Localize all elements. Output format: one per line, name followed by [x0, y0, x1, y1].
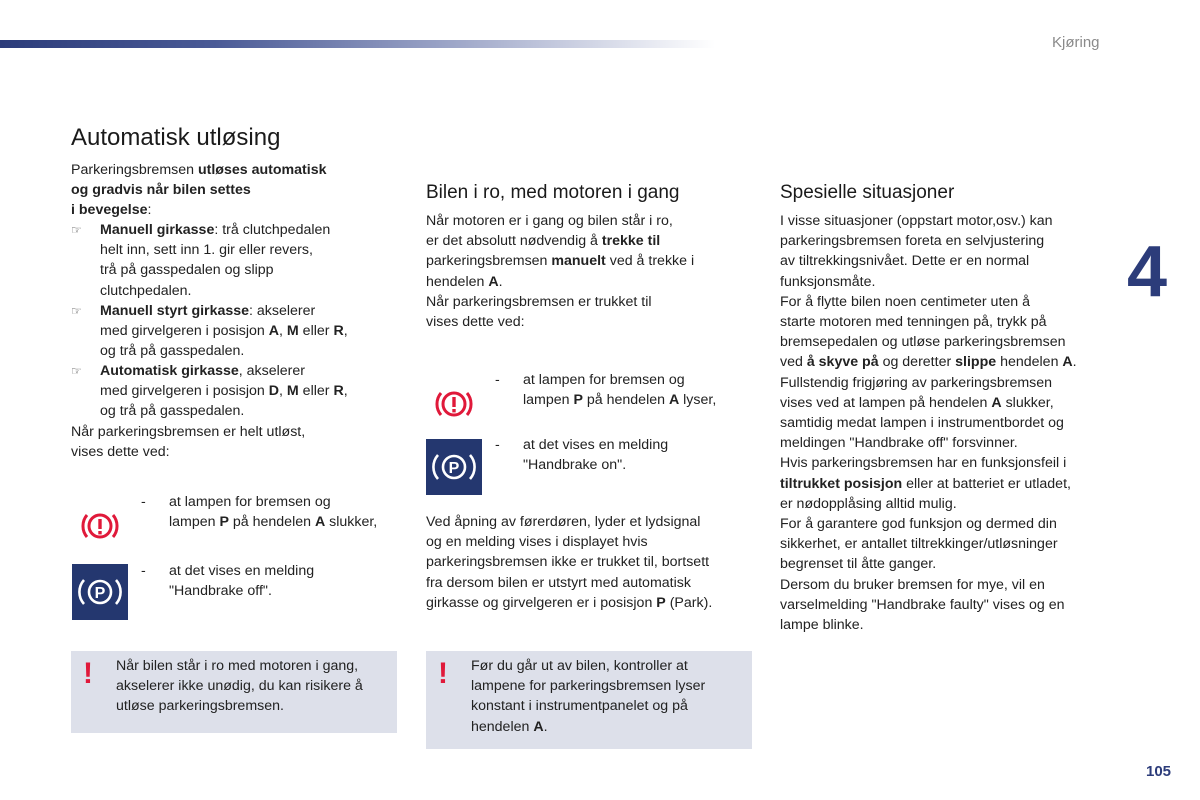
- chapter-number: 4: [1127, 232, 1168, 312]
- stationary-paragraph: Når motoren er i gang og bilen står i ro, er det absolutt nødvendig å trekke til parkeringsbremsen manuelt ved å trekke i hendelen A. Når parkeringsbremsen er trukket til vises dette ved:: [426, 213, 695, 331]
- warning-note-1: ! Når bilen står i ro med motoren i gang, akselerer ikke unødig, du kan risikere å utløse parkeringsbremsen.: [71, 651, 397, 733]
- brake-warning-icon: [79, 505, 121, 547]
- bullet-manual-gearbox: ☞ Manuell girkasse: trå clutchpedalen helt inn, sett inn 1. gir eller revers, trå på gasspedalen og slipp clutchpedalen.: [71, 222, 331, 299]
- released-paragraph: Når parkeringsbremsen er helt utløst, vises dette ved:: [71, 424, 306, 461]
- bullet-manual-controlled-gearbox: ☞ Manuell styrt girkasse: akselerer med girvelgeren i posisjon A, M eller R, og trå på gasspedalen.: [71, 303, 348, 360]
- svg-text:P: P: [448, 460, 460, 477]
- intro-paragraph: Parkeringsbremsen utløses automatisk og gradvis når bilen settes i bevegelse:: [71, 162, 327, 219]
- parking-brake-icon: [426, 439, 482, 495]
- door-open-paragraph: Ved åpning av førerdøren, lyder et lydsignal og en melding vises i displayet hvis parkeringsbremsen ikke er trukket til, bortsett fra dersom bilen er utstyrt med automatisk girkasse og girvelgeren er i posisjon P (Park).: [426, 514, 713, 611]
- header-gradient-bar: [0, 40, 715, 48]
- section-title: Kjøring: [1052, 34, 1100, 51]
- indicator-lamp-on: - at lampen for bremsen og lampen P på hendelen A lyser,: [495, 372, 717, 409]
- bullet-automatic-gearbox: ☞ Automatisk girkasse, akselerer med girvelgeren i posisjon D, M eller R, og trå på gasspedalen.: [71, 363, 348, 420]
- special-situations-paragraph: I visse situasjoner (oppstart motor,osv.) kan parkeringsbremsen foreta en selvjustering av tiltrekkingsnivået. Dette er en normal funksjonsmåte. For å flytte bilen noen centimeter uten å starte motoren med tenningen på, trykk på bremsepedalen og utløse parkeringsbremsen ved å skyve på og deretter slippe hendelen A. Fullstendig frigjøring av parkeringsbremsen vises ved at lampen på hendelen A slukker, samtidig medat lampen i instrumentbordet og meldingen "Handbrake off" forsvinner. Hvis parkeringsbremsen har en funksjonsfeil i tiltrukket posisjon eller at batteriet er utladet, er nødopplåsing alltid mulig. For å garantere god funksjon og dermed din sikkerhet, er antallet tiltrekkinger/utløsninger begrenset til åtte ganger. Dersom du bruker bremsen for mye, vil en varselmelding "Handbrake faulty" vises og en lampe blinke.: [780, 213, 1077, 634]
- brake-warning-icon: [433, 383, 475, 425]
- heading-special-situations: Spesielle situasjoner: [780, 182, 955, 203]
- exclamation-icon: !: [438, 657, 448, 690]
- indicator-message-on: - at det vises en melding "Handbrake on".: [495, 437, 669, 474]
- parking-brake-icon: [72, 564, 128, 620]
- indicator-message-off: - at det vises en melding "Handbrake off".: [141, 563, 315, 600]
- page-number: 105: [1146, 763, 1172, 780]
- warning-note-2: ! Før du går ut av bilen, kontroller at lampene for parkeringsbremsen lyser konstant i instrumentpanelet og på hendelen A.: [426, 651, 752, 749]
- pointing-hand-icon: ☞: [71, 304, 82, 318]
- svg-text:P: P: [94, 585, 106, 602]
- exclamation-icon: !: [83, 657, 93, 690]
- heading-automatic-release: Automatisk utløsing: [71, 124, 281, 151]
- pointing-hand-icon: ☞: [71, 364, 82, 378]
- pointing-hand-icon: ☞: [71, 223, 82, 237]
- heading-stationary-engine-running: Bilen i ro, med motoren i gang: [426, 182, 680, 203]
- indicator-lamp-off: - at lampen for bremsen og lampen P på hendelen A slukker,: [141, 494, 378, 531]
